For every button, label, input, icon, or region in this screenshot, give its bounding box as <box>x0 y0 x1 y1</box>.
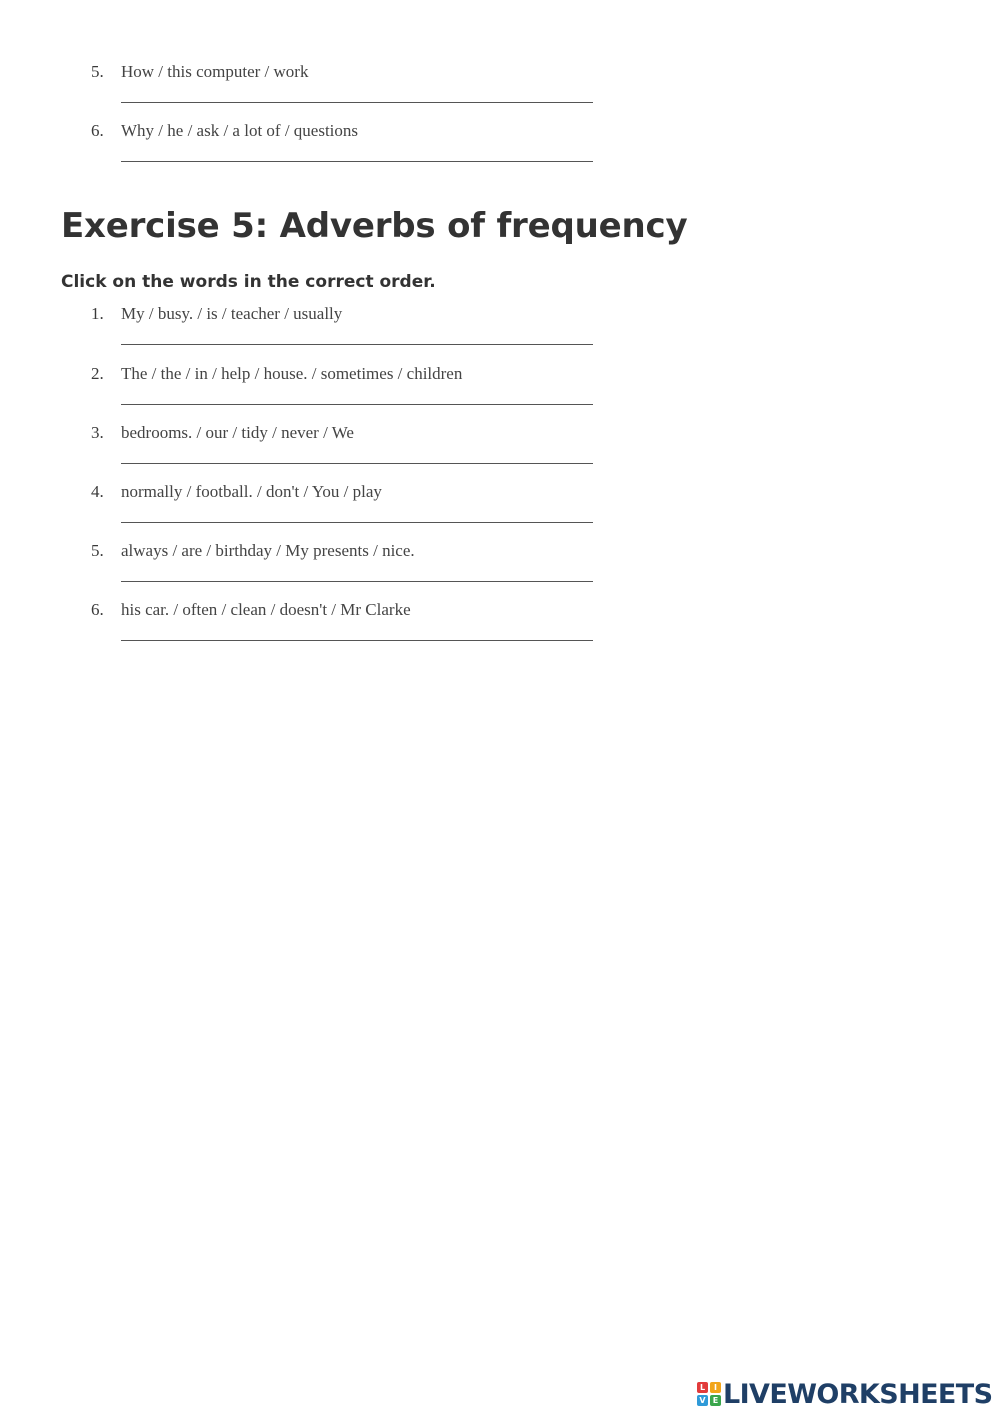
liveworksheets-logo <box>697 1376 992 1412</box>
item-words[interactable]: normally / football. / don't / You / play <box>121 482 382 501</box>
logo-tiles <box>697 1382 721 1406</box>
item-number: 4. <box>91 482 104 501</box>
exercise-instruction: Click on the words in the correct order. <box>61 272 436 292</box>
logo-tile: V <box>697 1395 708 1406</box>
list-item <box>0 62 700 122</box>
answer-line[interactable] <box>121 344 593 345</box>
list-item <box>0 304 700 364</box>
item-words[interactable]: always / are / birthday / My presents / nice. <box>121 541 415 560</box>
logo-tile: I <box>710 1382 721 1393</box>
item-words: Why / he / ask / a lot of / questions <box>121 121 359 140</box>
answer-line[interactable] <box>121 463 593 464</box>
answer-line[interactable] <box>121 522 593 523</box>
item-words[interactable]: his car. / often / clean / doesn't / Mr Clarke <box>121 600 411 619</box>
item-words[interactable]: bedrooms. / our / tidy / never / We <box>121 423 354 442</box>
list-item <box>0 423 700 483</box>
answer-line[interactable] <box>121 404 593 405</box>
item-words[interactable]: My / busy. / is / teacher / usually <box>121 304 343 323</box>
list-item <box>0 541 700 601</box>
logo-tile: L <box>697 1382 708 1393</box>
item-number: 3. <box>91 423 104 442</box>
item-words: How / this computer / work <box>121 62 309 81</box>
answer-line[interactable] <box>121 161 593 162</box>
item-number: 1. <box>91 304 104 323</box>
answer-line[interactable] <box>121 102 593 103</box>
answer-line[interactable] <box>121 581 593 582</box>
item-number: 6. <box>91 600 104 619</box>
item-number: 6. <box>91 121 104 140</box>
list-item <box>0 364 700 424</box>
item-number: 2. <box>91 364 104 383</box>
item-number: 5. <box>91 62 104 81</box>
list-item <box>0 482 700 542</box>
item-number: 5. <box>91 541 104 560</box>
logo-text: LIVEWORKSHEETS <box>723 1378 993 1410</box>
item-words[interactable]: The / the / in / help / house. / sometimes / children <box>121 364 463 383</box>
logo-tile: E <box>710 1395 721 1406</box>
list-item <box>0 121 700 181</box>
list-item <box>0 600 700 660</box>
exercise-title: Exercise 5: Adverbs of frequency <box>61 206 688 246</box>
answer-line[interactable] <box>121 640 593 641</box>
